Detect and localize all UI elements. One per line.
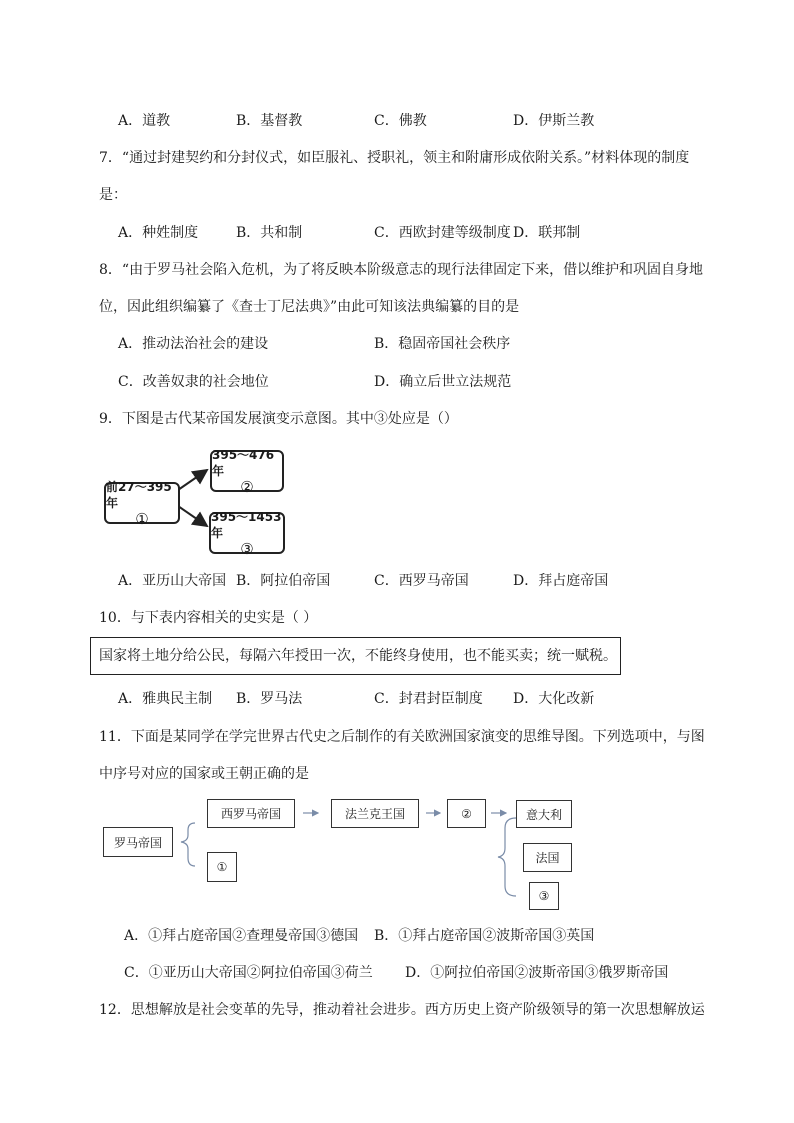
q10-option-a: A．雅典民主制	[118, 691, 213, 707]
q7-option-b: B．共和制	[236, 225, 303, 241]
q11-option-b: B．①拜占庭帝国②波斯帝国③英国	[374, 928, 595, 944]
q6-option-d: D．伊斯兰教	[513, 113, 595, 129]
q10-option-c: C．封君封臣制度	[374, 691, 483, 707]
q7-stem-line1: 7．“通过封建契约和分封仪式，如臣服礼、授职礼，领主和附庸形成依附关系。”材料体现的制度	[99, 150, 690, 166]
q11-node-1: ①	[207, 852, 237, 882]
q11-option-c: C．①亚历山大帝国②阿拉伯帝国③荷兰	[124, 965, 373, 981]
q6-option-b: B．基督教	[236, 113, 303, 129]
q10-option-b: B．罗马法	[236, 691, 303, 707]
q7-stem-line2: 是：	[99, 187, 127, 203]
q11-node-west-roman: 西罗马帝国	[207, 799, 295, 828]
q9-option-d: D．拜占庭帝国	[513, 573, 609, 589]
q8-stem-line1: 8．“由于罗马社会陷入危机，为了将反映本阶级意志的现行法律固定下来，借以维护和巩固自身地	[99, 262, 704, 278]
q11-option-d: D．①阿拉伯帝国②波斯帝国③俄罗斯帝国	[405, 965, 669, 981]
q8-option-a: A．推动法治社会的建设	[118, 336, 269, 352]
q11-node-3: ③	[529, 882, 559, 910]
q9-option-c: C．西罗马帝国	[374, 573, 469, 589]
q9-node-root-num: ①	[135, 510, 149, 528]
q9-node-root-label: 前27～395年	[106, 480, 172, 510]
q11-brace-right	[498, 818, 516, 896]
q9-node-root	[104, 480, 180, 528]
q9-arrow-to-top	[178, 470, 207, 490]
q11-node-frank: 法兰克王国	[331, 799, 419, 828]
q11-node-roman-empire: 罗马帝国	[103, 827, 173, 857]
q11-node-2: ②	[447, 799, 486, 828]
q9-node-top-num: ②	[240, 478, 254, 496]
q8-stem-line2: 位，因此组织编纂了《查士丁尼法典》”由此可知该法典编纂的目的是	[99, 299, 520, 315]
q10-option-d: D．大化改新	[513, 691, 595, 707]
q7-option-d: D．联邦制	[513, 225, 581, 241]
q9-node-top	[210, 448, 284, 496]
q7-option-c: C．西欧封建等级制度	[374, 225, 511, 241]
q9-node-bottom-label: 395～1453年	[211, 510, 282, 540]
q9-stem: 9．下图是古代某帝国发展演变示意图。其中③处应是（）	[99, 411, 458, 427]
q11-stem-line2: 中序号对应的国家或王朝正确的是	[99, 766, 309, 782]
q11-stem-line1: 11．下面是某同学在学完世界古代史之后制作的有关欧洲国家演变的思维导图。下列选项中，与图	[99, 729, 705, 745]
q9-option-a: A．亚历山大帝国	[118, 573, 227, 589]
q9-node-bottom	[209, 510, 285, 558]
q8-option-c: C．改善奴隶的社会地位	[118, 374, 269, 390]
q10-stem: 10．与下表内容相关的史实是（ ）	[99, 610, 318, 626]
q7-option-a: A．种姓制度	[118, 225, 199, 241]
q6-option-a: A．道教	[118, 113, 171, 129]
q9-option-b: B．阿拉伯帝国	[236, 573, 331, 589]
q11-brace-left	[181, 823, 195, 866]
q12-stem-line1: 12．思想解放是社会变革的先导，推动着社会进步。西方历史上资产阶级领导的第一次思想解放运	[99, 1002, 705, 1018]
q9-node-bottom-num: ③	[240, 540, 254, 558]
q11-option-a: A．①拜占庭帝国②查理曼帝国③德国	[124, 928, 359, 944]
q11-node-italy: 意大利	[516, 800, 572, 828]
q8-option-b: B．稳固帝国社会秩序	[374, 336, 511, 352]
q6-option-c: C．佛教	[374, 113, 427, 129]
q9-arrow-to-bottom	[178, 506, 207, 526]
q10-table-text: 国家将土地分给公民，每隔六年授田一次，不能终身使用，也不能买卖；统一赋税。	[90, 637, 621, 675]
q9-node-top-label: 395～476年	[212, 448, 275, 478]
q11-node-france: 法国	[523, 843, 572, 872]
q8-option-d: D．确立后世立法规范	[374, 374, 512, 390]
